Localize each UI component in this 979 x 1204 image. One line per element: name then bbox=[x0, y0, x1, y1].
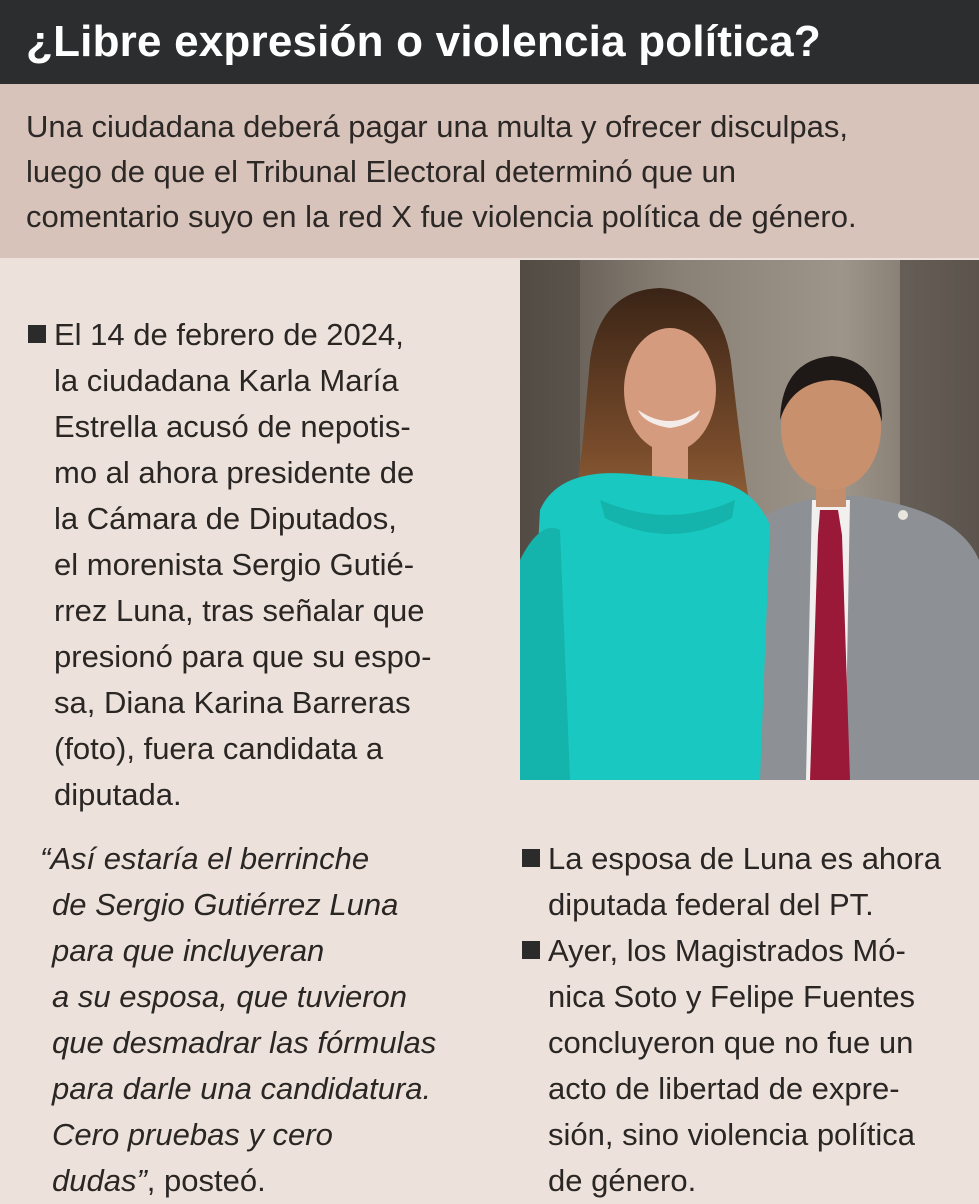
bullet-list-right bbox=[522, 836, 941, 1204]
subheadline bbox=[0, 84, 979, 258]
paragraph-line: nica Soto y Felipe Fuentes bbox=[548, 979, 916, 1014]
subhead-line: comentario suyo en la red X fue violencia política de género. bbox=[26, 199, 857, 234]
paragraph-line: diputada. bbox=[54, 777, 182, 812]
bullet-square-icon bbox=[522, 849, 540, 867]
bullet-square-icon bbox=[28, 325, 46, 343]
couple-photo-illustration bbox=[520, 260, 979, 780]
paragraph-line: de género. bbox=[548, 1163, 697, 1198]
quote-block bbox=[40, 836, 436, 1204]
quote-line: para darle una candidatura. bbox=[52, 1071, 432, 1106]
paragraph-line: El 14 de febrero de 2024, bbox=[54, 317, 404, 352]
paragraph-line: concluyeron que no fue un bbox=[548, 1025, 914, 1060]
quote-line: de Sergio Gutiérrez Luna bbox=[52, 887, 399, 922]
paragraph-line: Ayer, los Magistrados Mó- bbox=[548, 933, 906, 968]
paragraph-line: La esposa de Luna es ahora bbox=[548, 841, 941, 876]
paragraph-line: la ciudadana Karla María bbox=[54, 363, 399, 398]
quote-line: para que incluyeran bbox=[52, 933, 325, 968]
paragraph-line: diputada federal del PT. bbox=[548, 887, 874, 922]
paragraph-line: sa, Diana Karina Barreras bbox=[54, 685, 411, 720]
couple-photo bbox=[520, 260, 979, 780]
quote-line: Cero pruebas y cero bbox=[52, 1117, 333, 1152]
bullet-square-icon bbox=[522, 941, 540, 959]
subhead-line: luego de que el Tribunal Electoral determinó que un bbox=[26, 154, 737, 189]
headline-bar bbox=[0, 0, 979, 84]
paragraph-line: (foto), fuera candidata a bbox=[54, 731, 384, 766]
bullet-paragraph-1 bbox=[28, 312, 431, 818]
lapel-pin bbox=[898, 510, 908, 520]
quote-line: dudas” bbox=[52, 1163, 147, 1198]
headline-title: ¿Libre expresión o violencia política? bbox=[26, 17, 821, 66]
paragraph-line: rrez Luna, tras señalar que bbox=[54, 593, 425, 628]
paragraph-line: mo al ahora presidente de bbox=[54, 455, 415, 490]
paragraph-line: el morenista Sergio Gutié- bbox=[54, 547, 415, 582]
quote-line: que desmadrar las fórmulas bbox=[52, 1025, 437, 1060]
quote-line: “Así estaría el berrinche bbox=[40, 841, 370, 876]
paragraph-line: Estrella acusó de nepotis- bbox=[54, 409, 411, 444]
paragraph-line: sión, sino violencia política bbox=[548, 1117, 916, 1152]
man-suit bbox=[750, 496, 979, 781]
subhead-line: Una ciudadana deberá pagar una multa y ofrecer disculpas, bbox=[26, 109, 849, 144]
paragraph-line: la Cámara de Diputados, bbox=[54, 501, 397, 536]
quote-line: a su esposa, que tuvieron bbox=[52, 979, 408, 1014]
paragraph-line: acto de libertad de expre- bbox=[548, 1071, 900, 1106]
quote-attribution: , posteó. bbox=[146, 1163, 266, 1198]
woman-face bbox=[624, 328, 716, 452]
paragraph-line: presionó para que su espo- bbox=[54, 639, 432, 674]
